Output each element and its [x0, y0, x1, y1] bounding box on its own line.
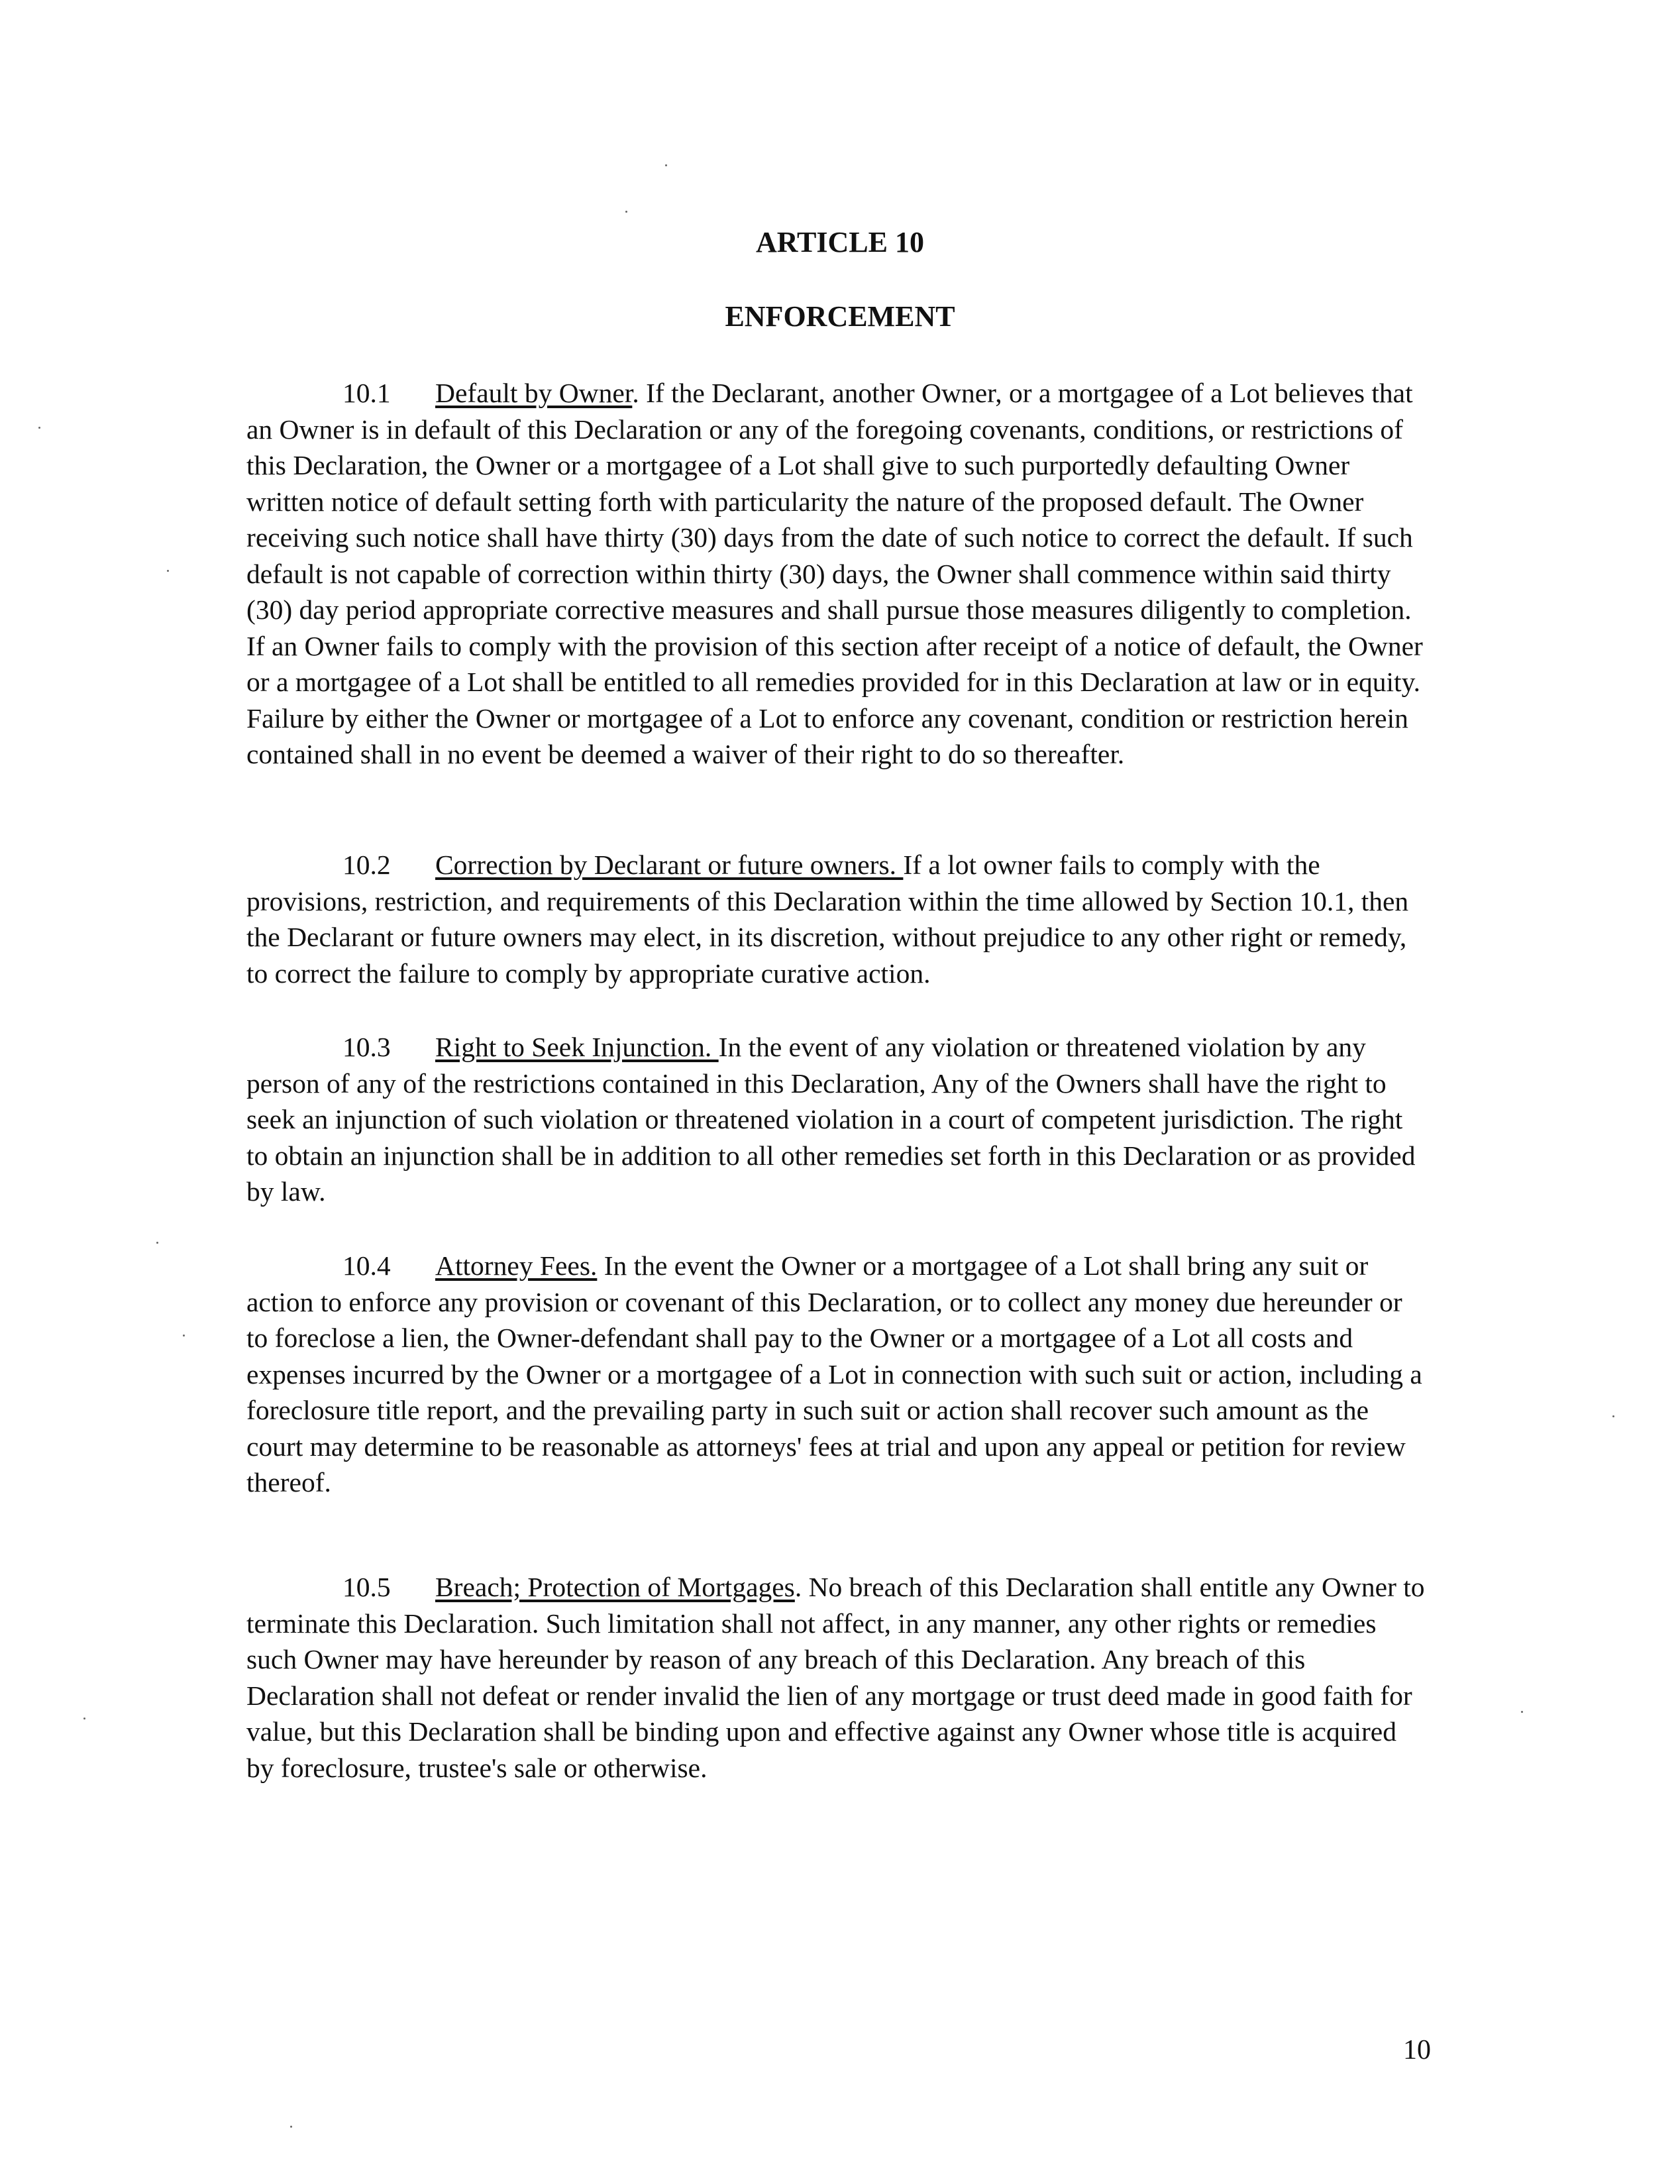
section-body: In the event the Owner or a mortgagee of a Lot shall bring any suit or action to enforce any provision or covenant of this Declaration, or to collect any money due hereunder or to foreclose a lien, the Owner-defendant shall pay to the Owner or a mortgagee of a Lot all costs and expenses incurred by the Owner or a mortgagee of a Lot in connection with such suit or action, including a foreclosure title report, and the prevailing party in such suit or action shall recover such amount as the court may determine to be reasonable as attorneys' fees at trial and upon any appeal or petition for review thereof.: [246, 1250, 1422, 1498]
section-body: If a lot owner fails to comply with the provisions, restriction, and requirements of this Declaration within the time allowed by Section 10.1, then the Declarant or future owners may elect, in its discretion, without prejudice to any other right or remedy, to correct the failure to comply by appropriate curative action.: [246, 849, 1409, 989]
section-10-5: [246, 1569, 1426, 1786]
scan-speck: [665, 164, 667, 166]
section-10-2: [246, 847, 1426, 991]
scan-speck: [167, 570, 169, 572]
article-title: ARTICLE 10: [756, 226, 924, 258]
section-10-1: [246, 375, 1426, 773]
scan-speck: [183, 1335, 185, 1337]
scan-speck: [1612, 1415, 1614, 1417]
section-number: 10.1: [342, 378, 391, 408]
page-number: 10: [1403, 2035, 1431, 2065]
section-body: In the event of any violation or threatened violation by any person of any of the restrictions contained in this Declaration, Any of the Owners shall have the right to seek an injunction of such violation or threatened violation in a court of competent jurisdiction. The right to obtain an injunction shall be in addition to all other remedies set forth in this Declaration or as provided by law.: [246, 1032, 1416, 1207]
section-number: 10.2: [342, 849, 391, 880]
section-heading: Attorney Fees.: [435, 1250, 598, 1281]
section-heading: Default by Owner: [435, 378, 633, 408]
scan-speck: [625, 211, 627, 213]
section-number: 10.4: [342, 1250, 391, 1281]
section-10-3: [246, 1029, 1426, 1210]
section-body: . No breach of this Declaration shall entitle any Owner to terminate this Declaration. Such limitation shall not affect, in any manner, any other rights or remedies such Owner may have hereunder by reason of any breach of this Declaration. Any breach of this Declaration shall not defeat or render invalid the lien of any mortgage or trust deed made in good faith for value, but this Declaration shall be binding upon and effective against any Owner whose title is acquired by foreclosure, trustee's sale or otherwise.: [246, 1572, 1425, 1783]
section-number: 10.5: [342, 1572, 391, 1602]
scan-speck: [156, 1242, 158, 1244]
section-heading: Right to Seek Injunction.: [435, 1032, 719, 1062]
article-subtitle: ENFORCEMENT: [725, 300, 955, 333]
section-body: . If the Declarant, another Owner, or a mortgagee of a Lot believes that an Owner is in default of this Declaration or any of the foregoing covenants, conditions, or restrictions of this Declaration, the Owner or a mortgagee of a Lot shall give to such purportedly defaulting Owner written notice of default setting forth with particularity the nature of the proposed default. The Owner receiving such notice shall have thirty (30) days from the date of such notice to correct the default. If such default is not capable of correction within thirty (30) days, the Owner shall commence within said thirty (30) day period appropriate corrective measures and shall pursue those measures diligently to completion. If an Owner fails to comply with the provision of this section after receipt of a notice of default, the Owner or a mortgagee of a Lot shall be entitled to all remedies provided for in this Declaration at law or in equity. Failure by either the Owner or mortgagee of a Lot to enforce any covenant, condition or restriction herein contained shall in no event be deemed a waiver of their right to do so thereafter.: [246, 378, 1423, 769]
scan-speck: [38, 427, 40, 429]
scan-speck: [83, 1718, 85, 1720]
scan-speck: [290, 2126, 292, 2128]
section-10-4: [246, 1248, 1426, 1501]
section-heading: Correction by Declarant or future owners.: [435, 849, 904, 880]
section-number: 10.3: [342, 1032, 391, 1062]
section-heading: Breach; Protection of Mortgages: [435, 1572, 795, 1602]
scan-speck: [1521, 1711, 1523, 1713]
